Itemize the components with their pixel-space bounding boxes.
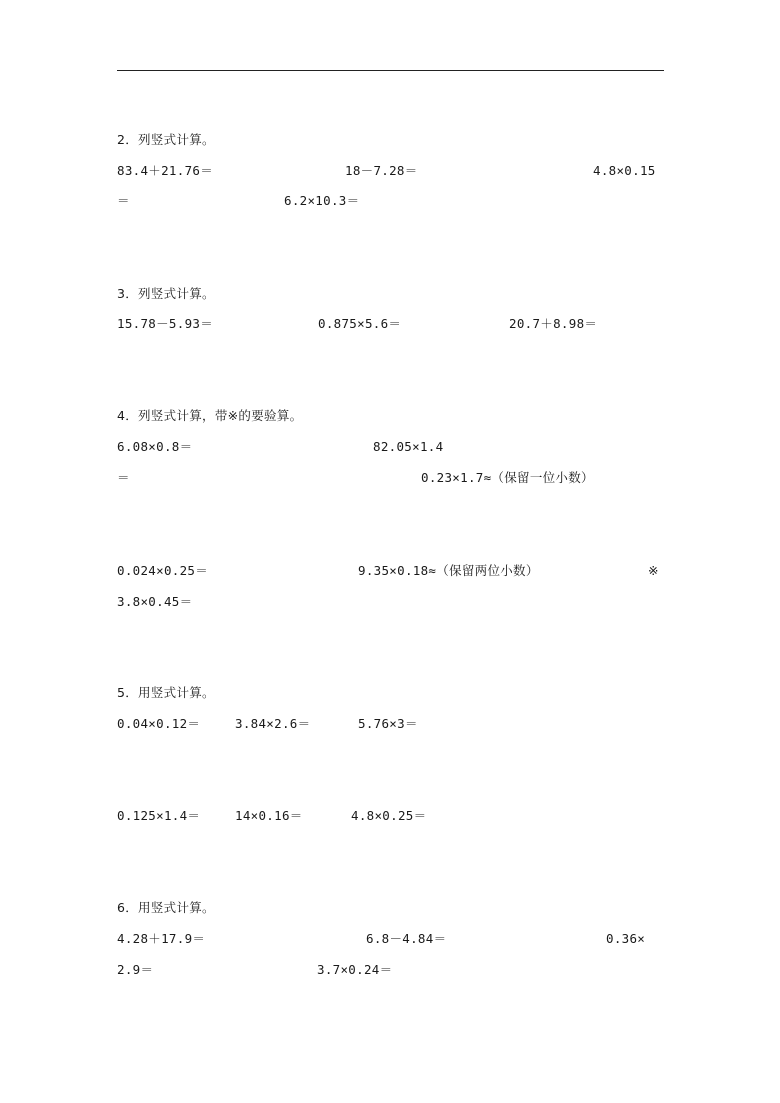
q6-expr-3-tail: 2.9＝	[117, 962, 154, 977]
q6-expr-4: 3.7×0.24＝	[317, 962, 393, 977]
question-5-heading: 5．用竖式计算。	[117, 685, 215, 700]
q4-expr-1: 6.08×0.8＝	[117, 439, 193, 454]
question-3-heading: 3．列竖式计算。	[117, 286, 215, 301]
q6-expr-3: 0.36×	[606, 931, 646, 946]
q4-expr-4: 0.024×0.25＝	[117, 563, 209, 578]
q5-expr-6: 4.8×0.25＝	[351, 808, 427, 823]
q5-expr-1: 0.04×0.12＝	[117, 716, 201, 731]
q5-expr-5: 14×0.16＝	[235, 808, 303, 823]
q5-expr-4: 0.125×1.4＝	[117, 808, 201, 823]
q2-expr-4: 6.2×10.3＝	[284, 193, 360, 208]
q5-expr-2: 3.84×2.6＝	[235, 716, 311, 731]
verify-mark: ※	[648, 563, 659, 578]
q4-expr-6: 3.8×0.45＝	[117, 594, 193, 609]
q2-expr-3-equals: ＝	[117, 193, 130, 208]
question-4-heading: 4．列竖式计算，带※的要验算。	[117, 408, 303, 423]
q2-expr-3: 4.8×0.15	[593, 163, 656, 178]
q4-expr-3: 0.23×1.7≈（保留一位小数）	[421, 470, 594, 485]
question-6-heading: 6．用竖式计算。	[117, 900, 215, 915]
header-rule	[117, 70, 664, 71]
q4-expr-2-equals: ＝	[117, 470, 130, 485]
q6-expr-1: 4.28＋17.9＝	[117, 931, 206, 946]
q2-expr-1: 83.4＋21.76＝	[117, 163, 214, 178]
question-2-heading: 2．列竖式计算。	[117, 132, 215, 147]
q2-expr-2: 18－7.28＝	[345, 163, 418, 178]
q3-expr-3: 20.7＋8.98＝	[509, 316, 598, 331]
q3-expr-1: 15.78－5.93＝	[117, 316, 214, 331]
q4-expr-2: 82.05×1.4	[373, 439, 444, 454]
q5-expr-3: 5.76×3＝	[358, 716, 418, 731]
q3-expr-2: 0.875×5.6＝	[318, 316, 402, 331]
q6-expr-2: 6.8－4.84＝	[366, 931, 447, 946]
q4-expr-5: 9.35×0.18≈（保留两位小数）	[358, 563, 539, 578]
